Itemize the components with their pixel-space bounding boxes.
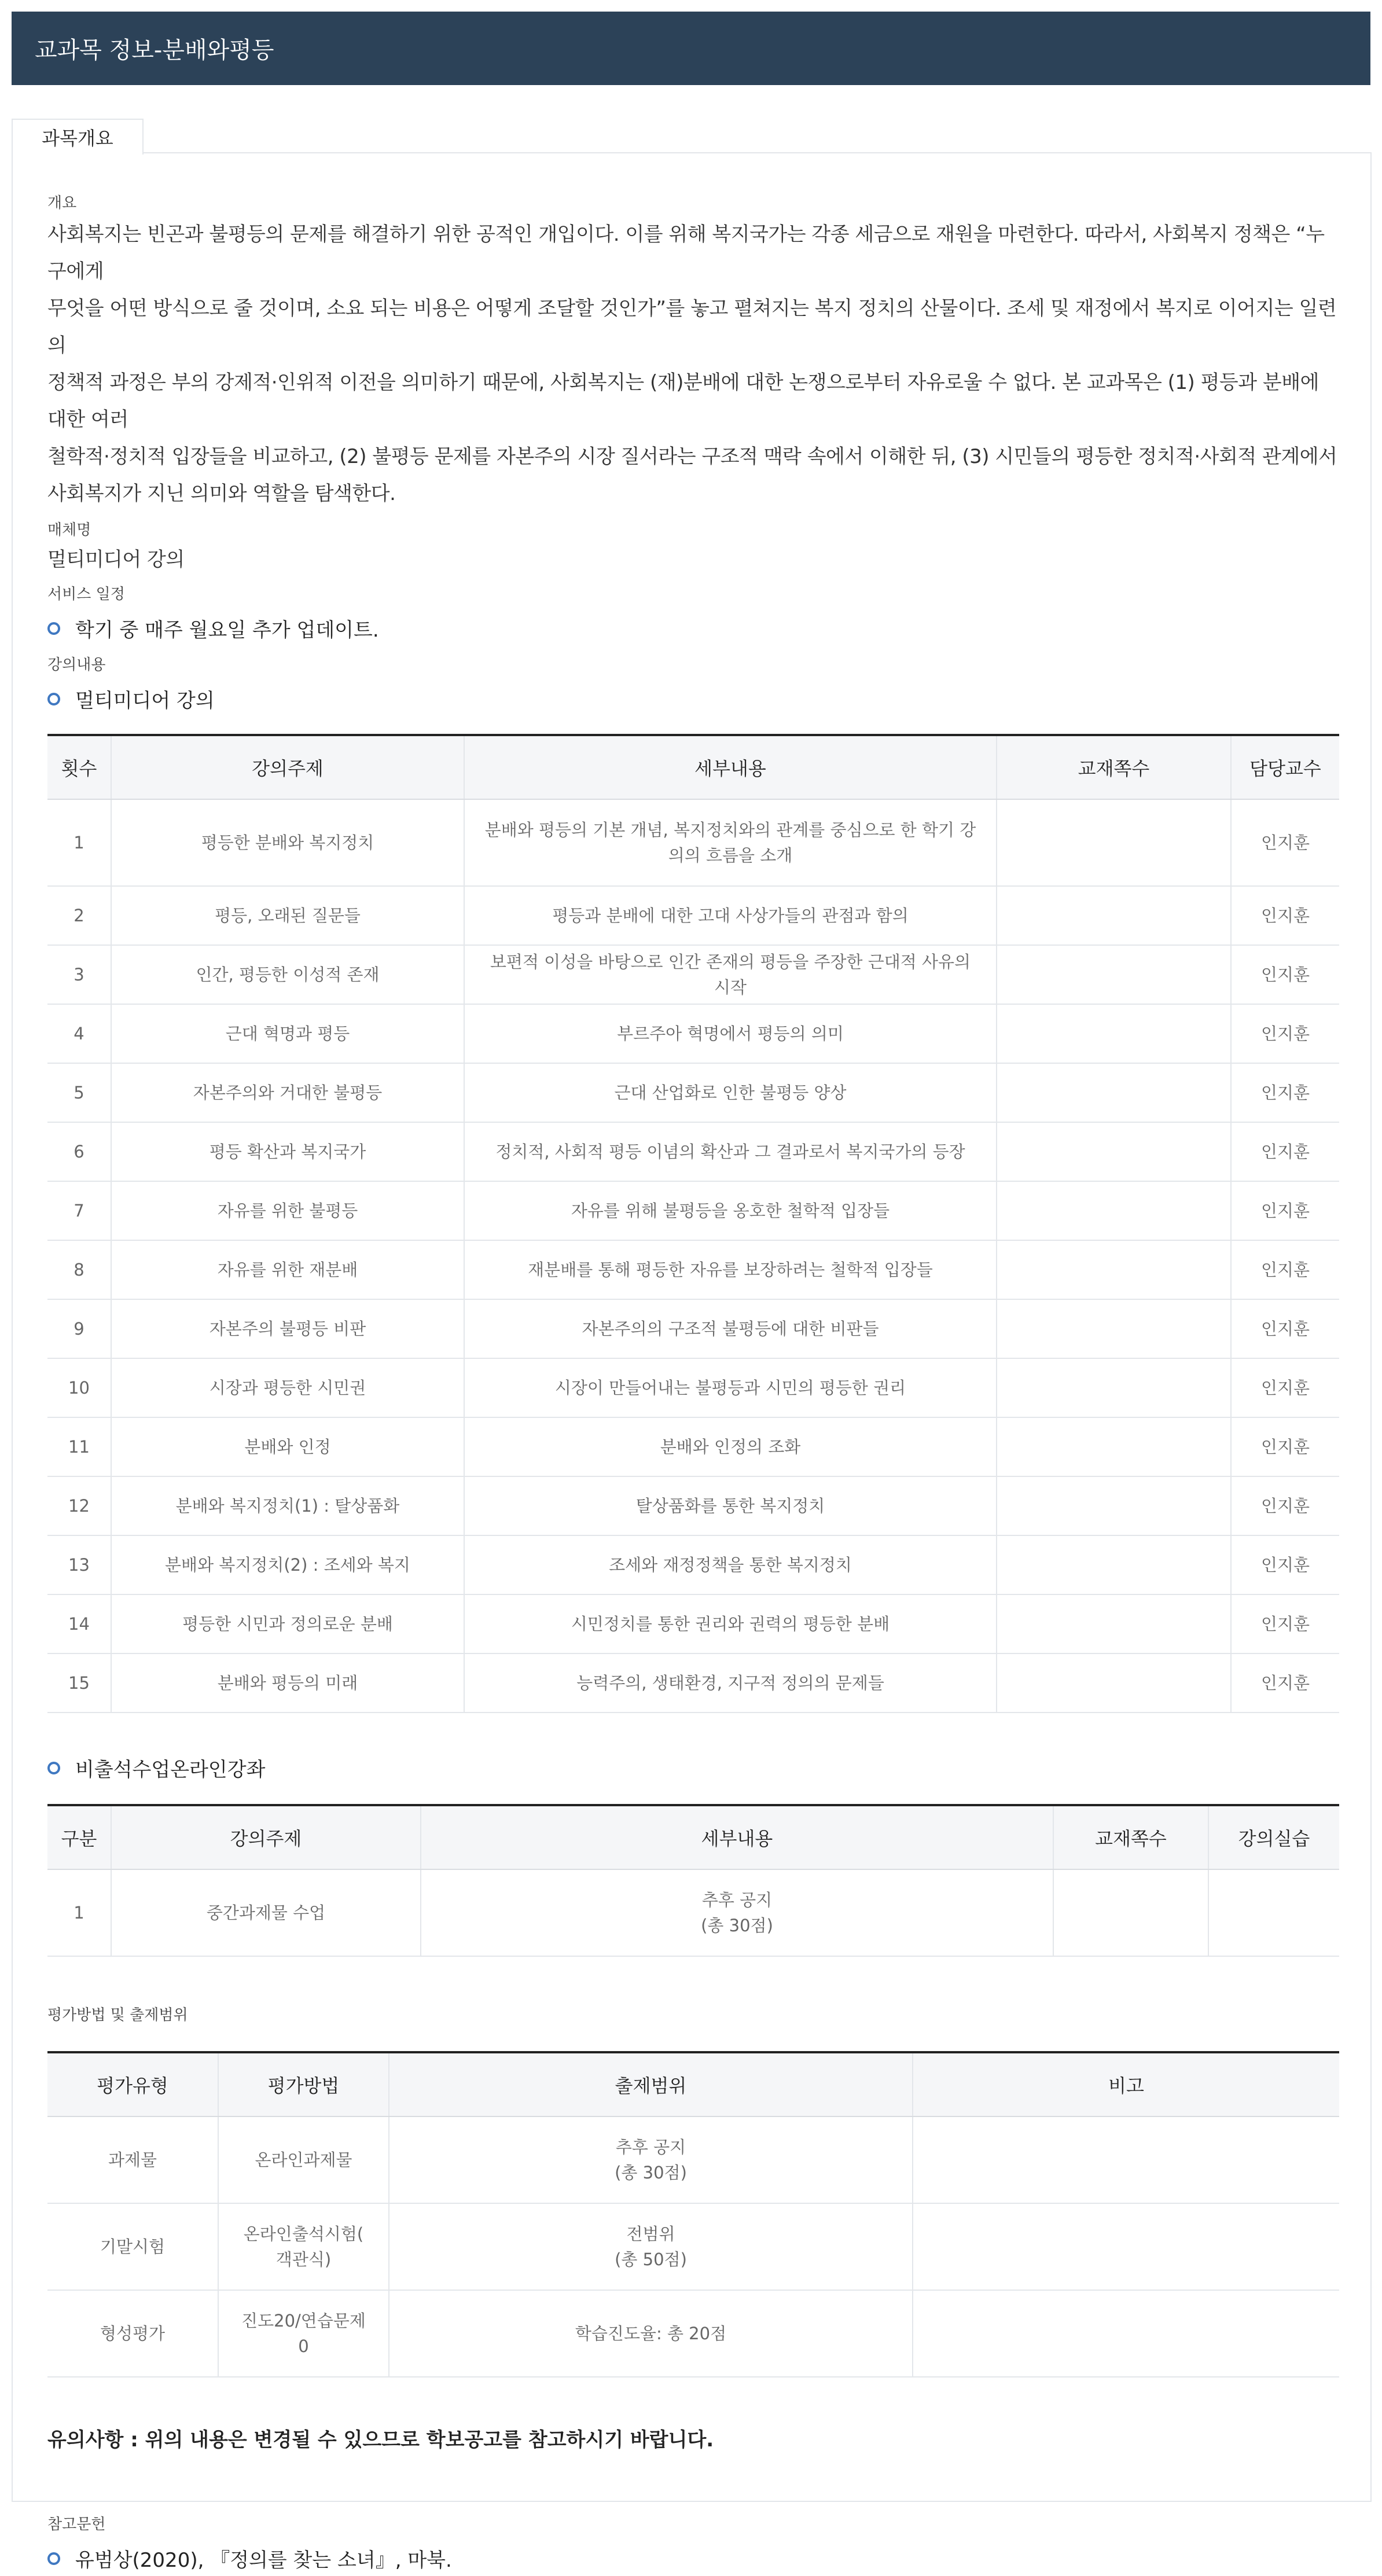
table-row	[47, 886, 1339, 945]
table-cell: 분배와 복지정치(2) : 조세와 복지	[111, 1535, 464, 1594]
table-cell: 추후 공지 (총 30점)	[389, 2116, 913, 2203]
table-cell: 분배와 평등의 미래	[111, 1653, 464, 1713]
table-cell: 12	[47, 1476, 111, 1535]
table-cell: 2	[47, 886, 111, 945]
table-cell	[997, 1417, 1231, 1476]
table-cell: 인간, 평등한 이성적 존재	[111, 945, 464, 1004]
table-row	[47, 1063, 1339, 1122]
table-cell	[997, 1181, 1231, 1240]
table-row	[47, 1594, 1339, 1653]
table-cell: 추후 공지 (총 30점)	[421, 1869, 1053, 1956]
table-row	[47, 1869, 1339, 1956]
table-cell: 과제물	[47, 2116, 218, 2203]
table-row	[47, 1240, 1339, 1299]
table-cell: 6	[47, 1122, 111, 1181]
table-cell: 근대 혁명과 평등	[111, 1004, 464, 1063]
schedule-label: 서비스 일정	[47, 586, 125, 603]
table-row	[47, 1358, 1339, 1417]
overview-text	[47, 216, 1339, 512]
tab-label: 과목개요	[42, 127, 113, 149]
table-cell: 11	[47, 1417, 111, 1476]
table-cell: 인지훈	[1231, 1417, 1339, 1476]
table-cell: 1	[47, 799, 111, 886]
tab-course-overview[interactable]	[12, 119, 144, 155]
schedule-item	[47, 614, 1339, 642]
bullet-icon	[47, 622, 60, 635]
table-cell	[913, 2203, 1339, 2290]
table-cell: 인지훈	[1231, 1122, 1339, 1181]
table-row	[47, 1004, 1339, 1063]
table-cell: 4	[47, 1004, 111, 1063]
table-row	[47, 2116, 1339, 2203]
course-content	[47, 191, 1339, 2576]
table-row	[47, 1417, 1339, 1476]
table-cell	[1053, 1869, 1208, 1956]
overview-label: 개요	[47, 194, 77, 212]
overview-line: 정책적 과정은 부의 강제적·인위적 이전을 의미하기 때문에, 사회복지는 (재)분배에 대한 논쟁으로부터 자유로울 수 없다. 본 교과목은 (1) 평등과 분배에 대한 여러	[47, 371, 1319, 431]
column-header: 출제범위	[389, 2052, 913, 2116]
table-cell: 13	[47, 1535, 111, 1594]
column-header: 교재쪽수	[997, 735, 1231, 799]
table-cell: 인지훈	[1231, 1299, 1339, 1358]
table-cell: 진도20/연습문제 0	[218, 2290, 389, 2377]
column-header: 세부내용	[464, 735, 997, 799]
table-row	[47, 2290, 1339, 2377]
table-cell: 14	[47, 1594, 111, 1653]
table-cell: 1	[47, 1869, 111, 1956]
lecture-table	[47, 734, 1339, 1713]
table-cell: 부르주아 혁명에서 평등의 의미	[464, 1004, 997, 1063]
table-cell: 15	[47, 1653, 111, 1713]
table-cell: 분배와 복지정치(1) : 탈상품화	[111, 1476, 464, 1535]
table-cell	[997, 1299, 1231, 1358]
table-cell: 5	[47, 1063, 111, 1122]
table-cell: 10	[47, 1358, 111, 1417]
table-cell: 자유를 위한 재분배	[111, 1240, 464, 1299]
table-row	[47, 1299, 1339, 1358]
table-cell: 인지훈	[1231, 1594, 1339, 1653]
table-cell	[997, 1653, 1231, 1713]
table-cell	[997, 886, 1231, 945]
table-cell: 기말시험	[47, 2203, 218, 2290]
table-header-row	[47, 1805, 1339, 1869]
lecture-table-body	[47, 799, 1339, 1713]
table-row	[47, 799, 1339, 886]
column-header: 세부내용	[421, 1805, 1053, 1869]
column-header: 강의주제	[111, 1805, 421, 1869]
table-cell: 인지훈	[1231, 1535, 1339, 1594]
table-cell: 평등, 오래된 질문들	[111, 886, 464, 945]
table-cell: 능력주의, 생태환경, 지구적 정의의 문제들	[464, 1653, 997, 1713]
evaluation-table	[47, 2051, 1339, 2377]
table-cell: 재분배를 통해 평등한 자유를 보장하려는 철학적 입장들	[464, 1240, 997, 1299]
table-cell: 자본주의의 구조적 불평등에 대한 비판들	[464, 1299, 997, 1358]
online-subtitle	[47, 1754, 1339, 1782]
table-cell	[997, 799, 1231, 886]
table-cell: 시장과 평등한 시민권	[111, 1358, 464, 1417]
lecture-label: 강의내용	[47, 656, 106, 674]
table-cell	[997, 1594, 1231, 1653]
media-label: 매체명	[47, 521, 91, 539]
table-cell: 인지훈	[1231, 886, 1339, 945]
online-table	[47, 1804, 1339, 1957]
table-cell: 자본주의 불평등 비판	[111, 1299, 464, 1358]
table-row	[47, 1122, 1339, 1181]
bullet-icon	[47, 2552, 60, 2565]
column-header: 횟수	[47, 735, 111, 799]
table-row	[47, 1535, 1339, 1594]
reference-item	[47, 2544, 1339, 2573]
table-cell: 온라인과제물	[218, 2116, 389, 2203]
evaluation-table-body	[47, 2116, 1339, 2377]
table-cell: 분배와 평등의 기본 개념, 복지정치와의 관계를 중심으로 한 학기 강의의 흐름을 소개	[464, 799, 997, 886]
column-header: 강의실습	[1208, 1805, 1339, 1869]
overview-line: 철학적·정치적 입장들을 비교하고, (2) 불평등 문제를 자본주의 시장 질서라는 구조적 맥락 속에서 이해한 뒤, (3) 시민들의 평등한 정치적·사회적 관계에서	[47, 445, 1337, 468]
column-header: 담당교수	[1231, 735, 1339, 799]
table-cell	[997, 1476, 1231, 1535]
table-header-row	[47, 2052, 1339, 2116]
table-cell: 인지훈	[1231, 799, 1339, 886]
table-cell: 인지훈	[1231, 1240, 1339, 1299]
column-header: 강의주제	[111, 735, 464, 799]
table-cell	[997, 1358, 1231, 1417]
table-cell: 정치적, 사회적 평등 이념의 확산과 그 결과로서 복지국가의 등장	[464, 1122, 997, 1181]
table-cell	[997, 1122, 1231, 1181]
references-label: 참고문헌	[47, 2516, 106, 2533]
column-header: 비고	[913, 2052, 1339, 2116]
table-cell: 근대 산업화로 인한 불평등 양상	[464, 1063, 997, 1122]
table-cell: 8	[47, 1240, 111, 1299]
table-cell: 분배와 인정의 조화	[464, 1417, 997, 1476]
table-cell: 인지훈	[1231, 945, 1339, 1004]
table-cell: 조세와 재정정책을 통한 복지정치	[464, 1535, 997, 1594]
column-header: 평가유형	[47, 2052, 218, 2116]
table-cell	[1208, 1869, 1339, 1956]
overview-line: 사회복지는 빈곤과 불평등의 문제를 해결하기 위한 공적인 개입이다. 이를 위해 복지국가는 각종 세금으로 재원을 마련한다. 따라서, 사회복지 정책은 “누구에게	[47, 223, 1325, 283]
notice-text: 유의사항 : 위의 내용은 변경될 수 있으므로 학보공고를 참고하시기 바랍니다.	[47, 2428, 714, 2452]
table-cell: 평등 확산과 복지국가	[111, 1122, 464, 1181]
table-cell: 인지훈	[1231, 1063, 1339, 1122]
table-cell: 인지훈	[1231, 1004, 1339, 1063]
bullet-icon	[47, 693, 60, 705]
table-cell: 중간과제물 수업	[111, 1869, 421, 1956]
table-cell: 인지훈	[1231, 1653, 1339, 1713]
online-table-body	[47, 1869, 1339, 1956]
table-row	[47, 1653, 1339, 1713]
table-cell: 자유를 위한 불평등	[111, 1181, 464, 1240]
lecture-subtitle	[47, 685, 1339, 713]
table-cell	[913, 2116, 1339, 2203]
table-row	[47, 2203, 1339, 2290]
table-cell: 평등한 시민과 정의로운 분배	[111, 1594, 464, 1653]
table-cell: 분배와 인정	[111, 1417, 464, 1476]
media-value: 멀티미디어 강의	[47, 548, 185, 571]
online-subtitle-text: 비출석수업온라인강좌	[75, 1758, 266, 1781]
evaluation-label: 평가방법 및 출제범위	[47, 2007, 188, 2024]
table-cell: 학습진도율: 총 20점	[389, 2290, 913, 2377]
table-cell	[997, 1004, 1231, 1063]
table-row	[47, 945, 1339, 1004]
table-cell	[913, 2290, 1339, 2377]
table-cell	[997, 1240, 1231, 1299]
bullet-icon	[47, 1762, 60, 1774]
table-cell: 시민정치를 통한 권리와 권력의 평등한 분배	[464, 1594, 997, 1653]
page-header	[12, 12, 1370, 85]
table-cell: 인지훈	[1231, 1358, 1339, 1417]
page-title: 교과목 정보-분배와평등	[35, 37, 274, 64]
schedule-value: 학기 중 매주 월요일 추가 업데이트.	[75, 619, 379, 642]
table-cell: 평등과 분배에 대한 고대 사상가들의 관점과 함의	[464, 886, 997, 945]
column-header: 구분	[47, 1805, 111, 1869]
table-row	[47, 1181, 1339, 1240]
table-cell: 7	[47, 1181, 111, 1240]
table-cell	[997, 945, 1231, 1004]
table-cell: 시장이 만들어내는 불평등과 시민의 평등한 권리	[464, 1358, 997, 1417]
table-cell: 자유를 위해 불평등을 옹호한 철학적 입장들	[464, 1181, 997, 1240]
table-cell: 3	[47, 945, 111, 1004]
table-cell: 자본주의와 거대한 불평등	[111, 1063, 464, 1122]
table-header-row	[47, 735, 1339, 799]
table-cell: 온라인출석시험( 객관식)	[218, 2203, 389, 2290]
overview-line: 무엇을 어떤 방식으로 줄 것이며, 소요 되는 비용은 어떻게 조달할 것인가”를 놓고 펼쳐지는 복지 정치의 산물이다. 조세 및 재정에서 복지로 이어지는 일련의	[47, 297, 1337, 357]
overview-line: 사회복지가 지닌 의미와 역할을 탐색한다.	[47, 482, 396, 505]
table-cell: 전범위 (총 50점)	[389, 2203, 913, 2290]
column-header: 교재쪽수	[1053, 1805, 1208, 1869]
table-cell: 9	[47, 1299, 111, 1358]
column-header: 평가방법	[218, 2052, 389, 2116]
lecture-subtitle-text: 멀티미디어 강의	[75, 689, 215, 712]
table-cell: 인지훈	[1231, 1476, 1339, 1535]
table-row	[47, 1476, 1339, 1535]
table-cell: 보편적 이성을 바탕으로 인간 존재의 평등을 주장한 근대적 사유의 시작	[464, 945, 997, 1004]
reference-text: 유범상(2020), 『정의를 찾는 소녀』, 마북.	[75, 2549, 452, 2572]
table-cell	[997, 1535, 1231, 1594]
table-cell: 인지훈	[1231, 1181, 1339, 1240]
table-cell: 형성평가	[47, 2290, 218, 2377]
table-cell: 탈상품화를 통한 복지정치	[464, 1476, 997, 1535]
table-cell: 평등한 분배와 복지정치	[111, 799, 464, 886]
table-cell	[997, 1063, 1231, 1122]
